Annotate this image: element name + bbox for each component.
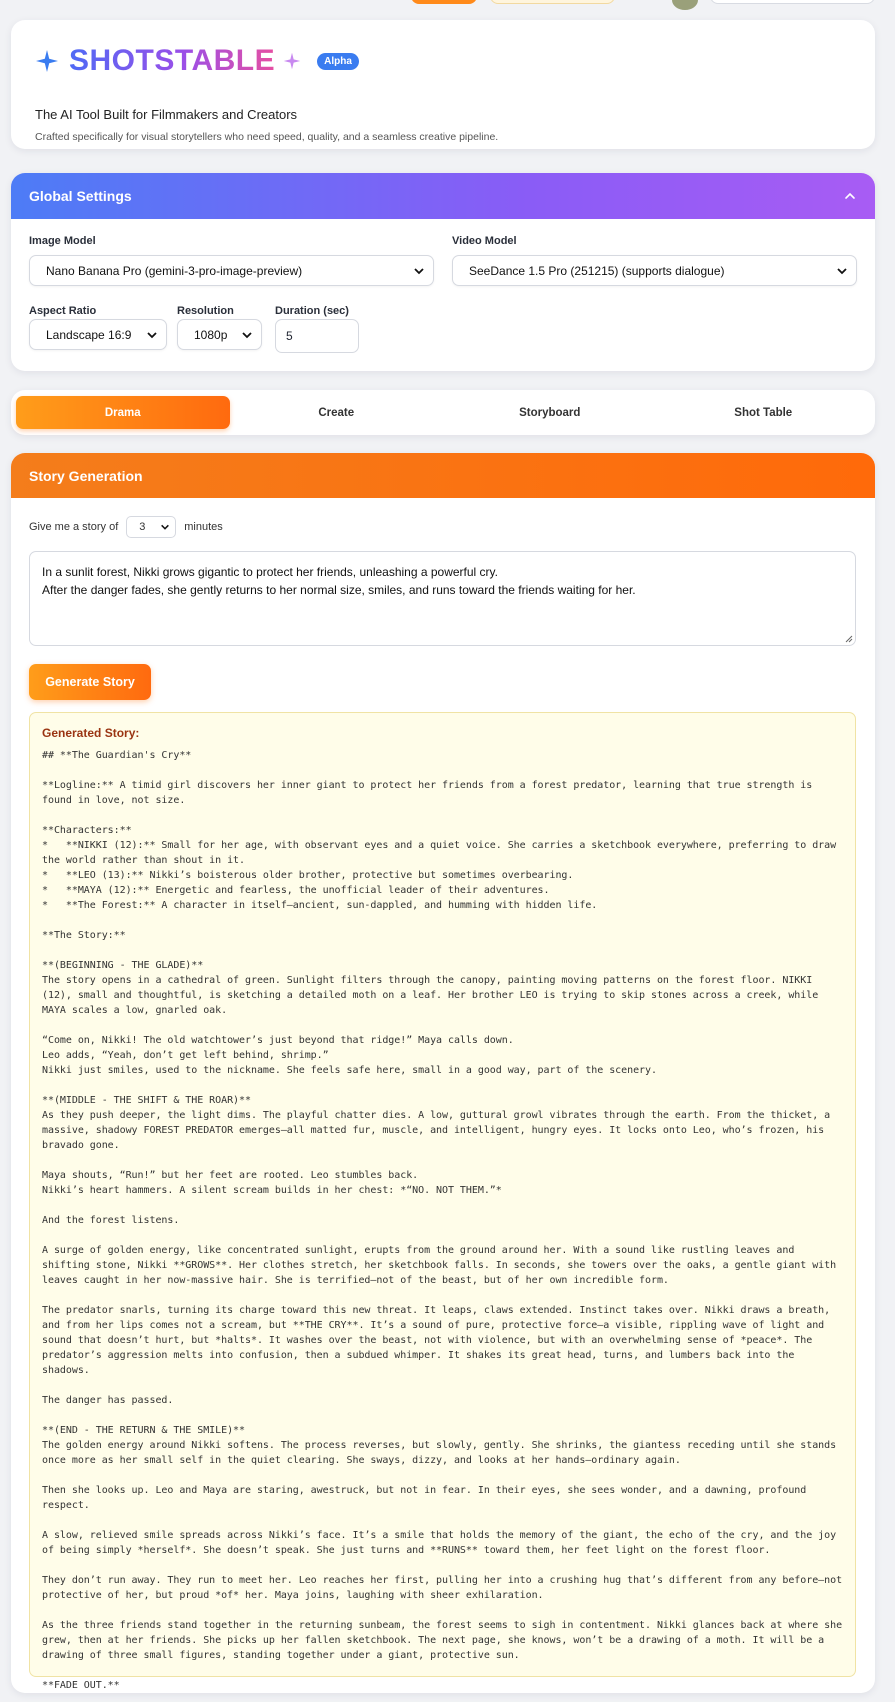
tab-shot-table[interactable]: Shot Table [734, 406, 793, 419]
aspect-ratio-label: Aspect Ratio [29, 305, 97, 317]
video-model-value: SeeDance 1.5 Pro (251215) (supports dialogue) [469, 263, 725, 278]
chevron-down-icon [160, 522, 170, 532]
image-model-select[interactable] [29, 255, 434, 286]
avatar[interactable] [672, 0, 698, 10]
video-model-label: Video Model [452, 235, 517, 247]
tab-drama[interactable]: Drama [16, 396, 230, 429]
story-length-suffix: minutes [184, 521, 223, 533]
chevron-down-icon [146, 329, 158, 341]
tab-create[interactable]: Create [318, 406, 355, 419]
story-length-prefix: Give me a story of [29, 521, 119, 533]
story-length-row [29, 516, 223, 538]
tab-storyboard[interactable]: Storyboard [519, 406, 581, 419]
duration-input[interactable] [275, 319, 359, 353]
story-generation-header [11, 453, 875, 498]
duration-value: 5 [286, 329, 293, 343]
story-generation-panel [11, 453, 875, 1693]
image-model-label: Image Model [29, 235, 96, 247]
global-settings-title: Global Settings [29, 188, 132, 204]
top-account-box[interactable] [710, 0, 875, 4]
chevron-down-icon [241, 329, 253, 341]
top-secondary-button[interactable] [490, 0, 615, 4]
chevron-up-icon[interactable] [843, 189, 857, 203]
sparkle-icon [35, 49, 59, 73]
resolution-label: Resolution [177, 305, 234, 317]
resolution-select[interactable] [177, 319, 262, 350]
generated-story-box [29, 712, 856, 1691]
video-model-select[interactable] [452, 255, 857, 286]
generated-story-title: Generated Story: [42, 726, 140, 740]
prompt-line: After the danger fades, she gently returns to her normal size, smiles, and runs toward the friends waiting for her. [42, 583, 636, 597]
brand-row [35, 44, 359, 78]
minutes-value: 3 [139, 521, 146, 533]
generated-story-text: ## **The Guardian's Cry** **Logline:** A timid girl discovers her inner giant to protect her friends from a forest predator, learning that true strength is found in love, not size. **Characters:** * **NIKKI (12):** Small for her age, with observant eyes and a quiet voice. She carries a sketchbook everywhere, preferring to draw the world rather than shout in it. * **LEO (13):** Nikki’s boisterous older brother, protective but sometimes overbearing. * **MAYA (12):** Energetic and fearless, the unofficial leader of their adventures. * **The Forest:** A character in itself—ancient, sun-dappled, and humming with hidden life. **The Story:** **(BEGINNING - THE GLADE)** The story opens in a cathedral of green. Sunlight filters through the canopy, painting moving patterns on the forest floor. NIKKI (12), small and thoughtful, is sketching a detailed moth on a leaf. Her brother LEO is trying to skip stones across a creek, while MAYA scales a low, gnarled oak. “Come on, Nikki! The old watchtower’s just beyond that ridge!” Maya calls down. Leo adds, “Yeah, don’t get left behind, shrimp.” Nikki just smiles, used to the nickname. She feels safe here, small in a good way, part of the scenery. **(MIDDLE - THE SHIFT & THE ROAR)** As they push deeper, the light dims. The playful chatter dies. A low, guttural growl vibrates through the earth. From the thicket, a massive, shadowy FOREST PREDATOR emerges—all matted fur, muscle, and intelligent, hungry eyes. It locks onto Leo, who’s frozen, his bravado gone. Maya shouts, “Run!” but her feet are rooted. Leo stumbles back. Nikki’s heart hammers. A silent scream builds in her chest: *“NO. NOT THEM.”* And the forest listens. A surge of golden energy, like concentrated sunlight, erupts from the ground around her. With a sound like rustling leaves and shifting stone, Nikki **GROWS**. Her clothes stretch, her sketchbook falls. In seconds, she towers over the oaks, a gentle giant with leaves caught in her now-massive hair. She is terrified—not of the beast, but of her own incredible form. The predator snarls, turning its charge toward this new threat. It leaps, claws extended. Instinct takes over. Nikki draws a breath, and from her lips comes not a scream, but **THE CRY**. It’s a sound of pure, protective force—a visible, rippling wave of light and sound that doesn’t hurt, but *halts*. It washes over the beast, not with violence, but with an overwhelming sense of *peace*. The predator’s aggression melts into confusion, then a subdued whimper. It shakes its great head, turns, and lumbers back into the shadows. The danger has passed. **(END - THE RETURN & THE SMILE)** The golden energy around Nikki softens. The process reverses, but slowly, gently. She shrinks, the giantess receding until she stands once more as her small self in the quiet clearing. She sways, dizzy, and looks at her hands—ordinary again. Then she looks up. Leo and Maya are staring, awestruck, but not in fear. In their eyes, she sees wonder, and a dawning, profound respect. A slow, relieved smile spreads across Nikki’s face. It’s a smile that holds the memory of the giant, the echo of the cry, and the joy of being simply *herself*. She doesn’t speak. She just turns and **RUNS** toward them, her feet light on the forest floor. They don’t run away. They run to meet her. Leo reaches her first, pulling her into a crushing hug that’s different from any before—not protective of her, but proud *of* her. Maya joins, laughing with sheer exhilaration. As the three friends stand together in the returning sunbeam, the forest seems to sigh in contentment. Nikki glances back at where she grew, then at her friends. She picks up her fallen sketchbook. The next page, she knows, won’t be a drawing of a moth. It will be a drawing of three small figures, standing together under a giant, protective sun. **FADE OUT.** [42, 750, 843, 1691]
aspect-ratio-value: Landscape 16:9 [46, 327, 132, 342]
aspect-ratio-select[interactable] [29, 319, 167, 350]
generate-story-button[interactable]: Generate Story [29, 664, 151, 700]
global-settings-panel [11, 173, 875, 371]
story-prompt-textarea[interactable] [29, 551, 856, 646]
chevron-down-icon [413, 265, 425, 277]
brand-title: SHOTSTABLE [69, 44, 276, 77]
sparkle-small-icon [283, 52, 301, 70]
global-settings-header[interactable] [11, 173, 875, 219]
image-model-value: Nano Banana Pro (gemini-3-pro-image-preview) [46, 263, 303, 278]
alpha-badge: Alpha [317, 53, 359, 70]
chevron-down-icon [836, 265, 848, 277]
top-action-button[interactable] [411, 0, 477, 4]
mode-tabs [11, 390, 875, 435]
header-card [11, 20, 875, 149]
subline: Crafted specifically for visual storytellers who need speed, quality, and a seamless creative pipeline. [35, 131, 499, 143]
resize-handle-icon[interactable] [843, 633, 853, 643]
story-generation-title: Story Generation [29, 467, 143, 484]
minutes-select[interactable] [126, 516, 176, 538]
resolution-value: 1080p [194, 327, 228, 342]
duration-label: Duration (sec) [275, 305, 349, 317]
tagline: The AI Tool Built for Filmmakers and Creators [35, 107, 298, 122]
prompt-line: In a sunlit forest, Nikki grows gigantic to protect her friends, unleashing a powerful cry. [42, 565, 498, 579]
